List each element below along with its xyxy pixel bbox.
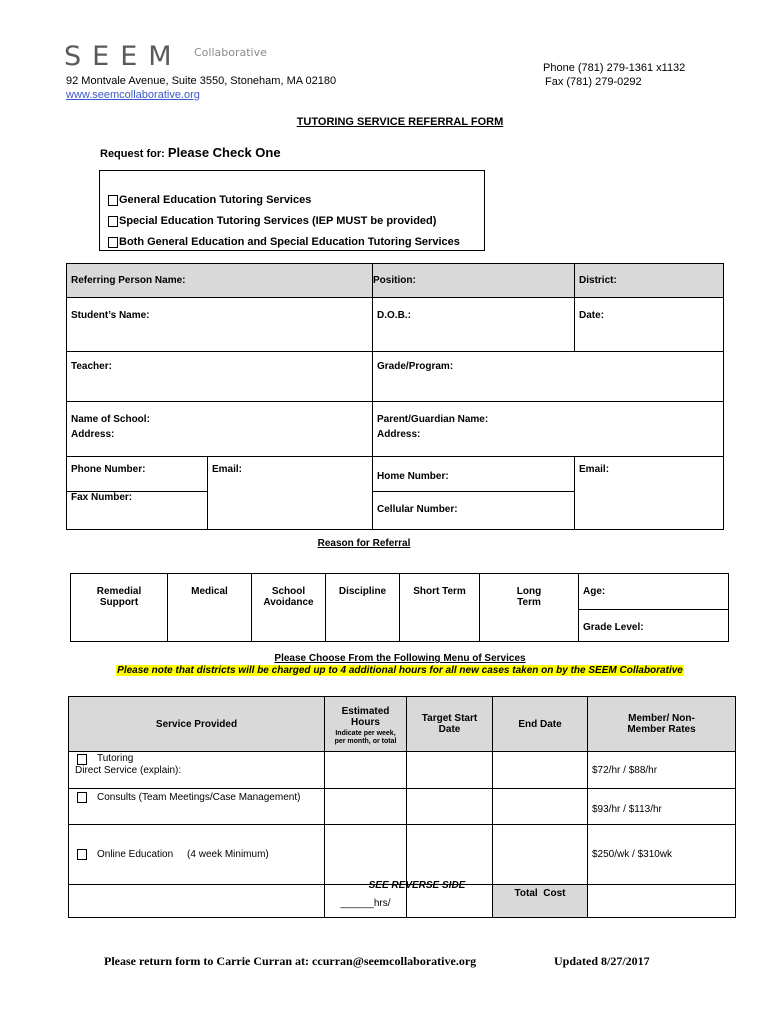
parent-field[interactable] [373,402,724,457]
org-address: 92 Montvale Avenue, Suite 3550, Stoneham, MA 02180 [66,75,337,87]
reason-long-term-label: Long Term [516,586,542,608]
parent-email-field[interactable] [575,457,724,530]
header-target-start-label: Target Start Date [421,713,478,735]
consults-rate-label: $93/hr / $113/hr [592,804,662,815]
option-special-ed[interactable] [108,215,436,227]
consults-rate [588,789,736,825]
reason-medical[interactable] [168,574,252,642]
org-fax: Fax (781) 279-0292 [545,76,642,88]
checkbox-tutoring[interactable] [77,754,87,765]
school-name-label: Name of School: [71,414,150,425]
checkbox-general-ed[interactable] [108,195,118,206]
online-rate-label: $250/wk / $310wk [592,849,673,860]
district-field[interactable] [575,264,724,298]
footer-return-note: Please return form to Carrie Curran at: ccurran@seemcollaborative.org [104,954,477,968]
reason-short-term-label: Short Term [413,586,466,597]
see-reverse-note: SEE REVERSE SIDE [368,880,466,891]
fax-number-label: Fax Number: [71,492,133,503]
total-cost-label: Total Cost [514,888,566,899]
tutoring-hours-cell[interactable] [325,752,407,789]
footer-updated: Updated 8/27/2017 [554,954,650,968]
online-rate [588,825,736,885]
home-number-label: Home Number: [377,471,449,482]
parent-address-label: Address: [377,429,421,440]
online-start-cell[interactable] [407,825,493,885]
consults-end-cell[interactable] [493,789,588,825]
teacher-label: Teacher: [71,361,112,372]
grade-program-label: Grade/Program: [377,361,454,372]
reason-medical-label: Medical [191,586,228,597]
student-name-field[interactable] [67,298,373,352]
date-label: Date: [579,310,605,321]
request-hint: Please Check One [167,145,281,160]
tutoring-start-cell[interactable] [407,752,493,789]
charge-notice-text: Please note that districts will be charged up to 4 additional hours for all new cases taken on by the SEEM Collaborative [117,665,683,676]
grade-level-label: Grade Level: [583,622,644,633]
email-label: Email: [212,464,243,475]
online-hours-cell[interactable] [325,825,407,885]
service-tutoring-sub: Direct Service (explain): [75,765,182,776]
reason-discipline-label: Discipline [338,586,387,597]
consults-hours-cell[interactable] [325,789,407,825]
service-row-consults[interactable] [69,789,325,825]
checkbox-special-ed[interactable] [108,216,118,227]
phone-number-label: Phone Number: [71,464,146,475]
phone-number-field[interactable] [67,457,208,492]
header-service-provided-label: Service Provided [155,718,238,730]
form-title: TUTORING SERVICE REFERRAL FORM [296,116,504,128]
online-end-cell[interactable] [493,825,588,885]
fax-number-field[interactable] [67,492,208,530]
checkbox-both[interactable] [108,237,118,248]
request-for-label [100,145,281,160]
header-end-date-label: End Date [518,718,562,730]
referring-person-label: Referring Person Name: [71,275,186,286]
checkbox-consults[interactable] [77,792,87,803]
org-website-link[interactable]: www.seemcollaborative.org [66,89,200,101]
header-estimated-hours [325,697,407,752]
school-field[interactable] [67,402,373,457]
tutoring-rate [588,752,736,789]
service-row-online[interactable] [69,825,325,885]
option-both[interactable] [108,236,460,248]
age-label: Age: [583,586,606,597]
service-online-label: Online Education (4 week Minimum) [97,849,269,860]
position-field[interactable] [373,264,575,298]
reason-discipline[interactable] [326,574,400,642]
header-target-start [407,697,493,752]
option-special-ed-label: Special Education Tutoring Services (IEP MUST be provided) [119,215,437,227]
request-for-text: Request for: [100,148,168,160]
district-label: District: [579,275,617,286]
parent-name-label: Parent/Guardian Name: [377,414,489,425]
teacher-field[interactable] [67,352,373,402]
age-field[interactable] [579,574,729,610]
service-consults-label: Consults (Team Meetings/Case Management) [97,792,301,803]
reason-long-term[interactable] [480,574,579,642]
grade-program-field[interactable] [373,352,724,402]
org-phone: Phone (781) 279-1361 x1132 [543,62,686,74]
option-both-label: Both General Education and Special Education Tutoring Services [119,236,460,248]
referring-person-field[interactable] [67,264,373,298]
email-field[interactable] [208,457,373,530]
school-address-label: Address: [71,429,115,440]
reason-remedial[interactable] [71,574,168,642]
cellular-number-field[interactable] [373,492,575,530]
option-general-ed-label: General Education Tutoring Services [119,194,312,206]
charge-notice [0,665,770,676]
date-field[interactable] [575,298,724,352]
logo-subtitle: Collaborative [194,46,267,59]
reason-school-avoidance[interactable] [252,574,326,642]
reason-short-term[interactable] [400,574,480,642]
reason-table [70,573,729,642]
header-end-date [493,697,588,752]
dob-field[interactable] [373,298,575,352]
header-rates [588,697,736,752]
header-hours-note: Indicate per week, per month, or total [334,730,397,745]
student-name-label: Student’s Name: [71,310,150,321]
parent-email-label: Email: [579,464,610,475]
service-row-tutoring[interactable] [69,752,325,789]
position-label: Position: [373,275,416,286]
header-rates-label: Member/ Non-Member Rates [627,713,696,735]
home-number-field[interactable] [373,457,575,492]
services-menu-title: Please Choose From the Following Menu of Services [274,653,526,664]
referral-info-table [66,263,724,530]
service-type-box [99,170,485,251]
tutoring-rate-label: $72/hr / $88/hr [592,764,658,776]
grade-level-field[interactable] [579,610,729,642]
option-general-ed[interactable] [108,194,311,206]
total-hours-label: ______hrs/ [340,898,391,909]
cellular-number-label: Cellular Number: [377,504,458,515]
logo-wordmark: SEEM [64,41,183,72]
service-tutoring-label: Tutoring [97,753,134,764]
header-estimated-hours-label: Estimated Hours [341,706,390,728]
tutoring-end-cell[interactable] [493,752,588,789]
checkbox-online[interactable] [77,849,87,860]
consults-start-cell[interactable] [407,789,493,825]
reason-school-avoidance-label: School Avoidance [263,586,314,608]
header-service-provided [69,697,325,752]
dob-label: D.O.B.: [377,310,411,321]
reason-title: Reason for Referral [317,538,411,549]
reason-remedial-label: Remedial Support [96,586,142,608]
